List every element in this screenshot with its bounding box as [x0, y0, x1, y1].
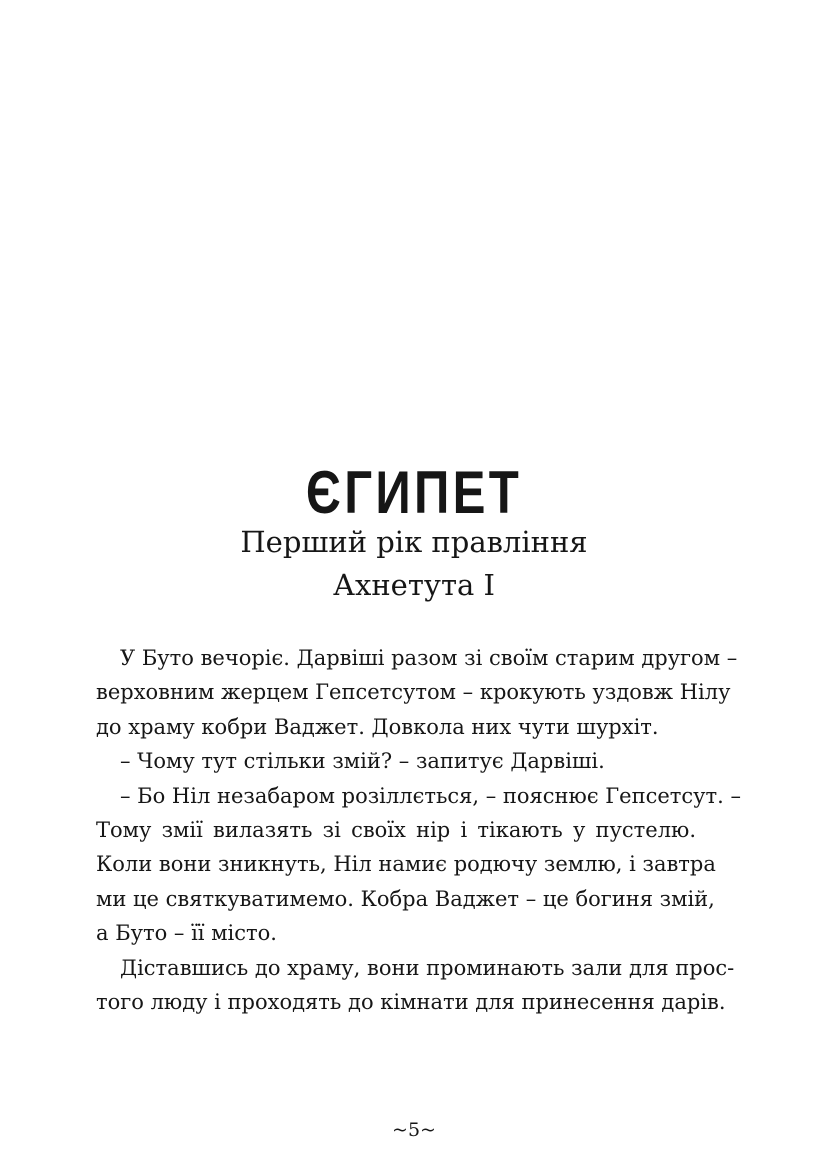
text-line: У Буто вечоріє. Дарвіші разом зі своїм старим другом –: [120, 646, 738, 670]
page-number: ~5~: [392, 1119, 436, 1141]
chapter-title: ЄГИПЕТ: [305, 459, 523, 527]
chapter-subtitle-line-1: Перший рік правління: [240, 525, 588, 559]
text-line: до храму кобри Ваджет. Довкола них чути шурхіт.: [96, 714, 659, 739]
text-line: Діставшись до храму, вони проминають зали для прос-: [120, 955, 735, 980]
text-line: Коли вони зникнуть, Ніл намиє родючу землю, і завтра: [96, 852, 716, 877]
text-line: ми це святкуватимемо. Кобра Ваджет – це богиня змій,: [96, 886, 715, 911]
text-line: Тому змії вилазять зі своїх нір і тікають у пустелю.: [96, 817, 696, 842]
text-line: а Буто – її місто.: [96, 921, 277, 946]
text-line: – Чому тут стільки змій? – запитує Дарвіші.: [120, 749, 605, 774]
text-line: – Бо Ніл незабаром розіллється, – пояснює Гепсетсут. –: [120, 783, 741, 808]
text-line: верховним жерцем Гепсетсутом – крокують уздовж Нілу: [96, 680, 731, 705]
text-line: того люду і проходять до кімнати для принесення дарів.: [96, 989, 726, 1014]
chapter-subtitle-line-2: Ахнетута І: [333, 568, 495, 602]
body-text: [96, 641, 741, 1019]
